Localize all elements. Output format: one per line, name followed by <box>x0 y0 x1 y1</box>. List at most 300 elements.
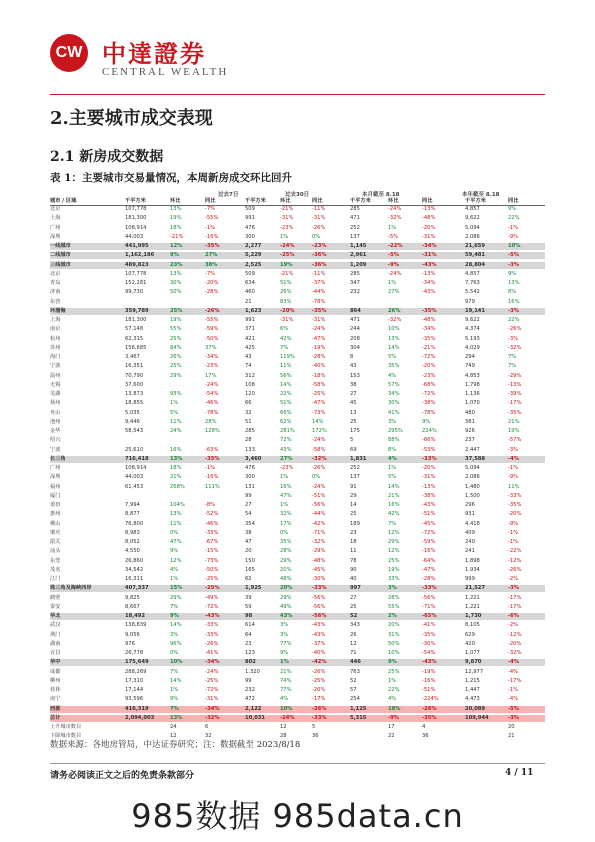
table-cell: 13,873 <box>125 391 144 397</box>
table-cell: 4,374 <box>465 326 480 333</box>
table-cell: 29% <box>170 372 182 379</box>
table-cell: -56% <box>422 594 436 601</box>
table-cell: 5,094 <box>465 224 480 231</box>
subsection-title: 2.1 新房成交数据 <box>50 149 164 165</box>
table-cell: 16% <box>388 502 400 508</box>
table-cell: -1% <box>508 539 519 545</box>
table-cell: 8% <box>388 446 397 453</box>
table-cell: -26% <box>205 640 219 647</box>
table-cell: 28 <box>245 437 252 444</box>
table-cell: 7% <box>388 520 397 527</box>
table-cell: -25% <box>205 585 220 592</box>
table-cell: -40% <box>312 363 326 370</box>
table-cell: 13% <box>388 335 400 342</box>
table-cell: 96% <box>170 640 182 647</box>
table-cell: 9,870 <box>465 659 482 666</box>
table-row <box>50 243 545 250</box>
table-cell: -2% <box>508 622 519 629</box>
table-cell: 9% <box>422 418 431 425</box>
table-cell: 东营 <box>50 298 61 305</box>
table-cell: 26 <box>350 631 357 638</box>
table-cell: 26% <box>170 354 182 360</box>
table-cell: 99 <box>245 677 252 684</box>
table-cell: 294 <box>465 354 475 360</box>
table-cell: 74% <box>280 677 292 684</box>
table-cell: 13% <box>170 270 182 277</box>
table-cell: 50% <box>170 289 182 296</box>
table-cell: 137 <box>350 474 360 481</box>
table-cell: -20% <box>508 511 522 518</box>
table-cell: 2,525 <box>245 261 262 268</box>
table-cell: 珠三角及海峡西岸 <box>50 585 92 592</box>
table-cell: 12,977 <box>465 668 484 675</box>
table-cell: -71% <box>422 603 436 610</box>
table-cell: 138,839 <box>125 622 147 629</box>
table-cell: -35% <box>422 631 436 638</box>
table-cell: 福州 <box>50 483 61 490</box>
table-cell: -18% <box>312 372 326 379</box>
table-cell: 38 <box>350 381 357 388</box>
table-cell: 2,086 <box>465 233 480 240</box>
table-cell: 84% <box>170 344 182 351</box>
table-cell: -31% <box>205 696 219 703</box>
table-cell: -17% <box>508 677 522 684</box>
table-header-row <box>50 198 545 206</box>
table-cell: 5,229 <box>245 252 262 259</box>
table-cell: 241 <box>465 548 475 555</box>
table-cell: -9% <box>388 714 399 721</box>
table-cell: 深圳 <box>50 474 61 481</box>
table-row <box>50 521 545 528</box>
table-cell: -20% <box>205 280 219 286</box>
table-cell: 285 <box>245 428 255 434</box>
table-cell: 宜昌 <box>50 650 61 656</box>
table-cell: 152,281 <box>125 280 147 286</box>
table-cell: 9,056 <box>125 631 140 638</box>
table-cell: -30% <box>312 576 326 582</box>
table-cell: 1,831 <box>350 455 367 462</box>
table-cell: -33% <box>312 714 327 721</box>
table-cell: -38% <box>422 492 436 499</box>
table-cell: -32% <box>388 215 402 222</box>
table-cell: -28% <box>312 354 326 360</box>
page-header <box>0 0 595 95</box>
table-row <box>50 678 545 685</box>
table-cell: 77% <box>280 687 292 693</box>
table-cell: 354 <box>245 520 255 527</box>
table-cell: 茂名 <box>50 566 61 573</box>
table-cell: 9% <box>170 613 179 619</box>
table-cell: 一线城市 <box>50 243 71 249</box>
table-cell: -45% <box>422 520 436 527</box>
table-row <box>50 354 545 361</box>
table-cell: 14% <box>312 418 324 425</box>
table-cell: 1,500 <box>465 492 480 499</box>
table-cell: 25 <box>350 418 357 425</box>
table-cell: -26% <box>508 326 522 333</box>
table-cell: 南京 <box>50 326 61 333</box>
table-row <box>50 558 545 565</box>
table-cell: -20% <box>312 687 326 693</box>
table-cell: -50% <box>205 566 219 573</box>
table-cell: 1,480 <box>465 483 480 490</box>
table-cell: 佛山 <box>50 520 61 527</box>
table-cell: -34% <box>205 659 220 666</box>
table-row <box>50 308 545 315</box>
table-cell: -33% <box>205 622 219 629</box>
table-cell: 4,473 <box>465 696 480 703</box>
table-cell: -23% <box>205 363 219 370</box>
table-cell: 4% <box>388 372 397 379</box>
table-cell: 634 <box>245 280 255 286</box>
table-cell: 51 <box>245 418 252 425</box>
table-cell: 泰安 <box>50 603 61 610</box>
table-cell: -3% <box>508 446 519 453</box>
page-number: 4 / 11 <box>505 768 534 778</box>
table-cell: 9% <box>170 696 179 703</box>
table-cell: 30% <box>170 280 182 286</box>
table-cell: -71% <box>312 529 326 536</box>
table-cell: 肇庆 <box>50 529 61 536</box>
table-cell: 3% <box>170 631 179 638</box>
table-cell: 苏州 <box>50 344 61 351</box>
table-cell: -38% <box>422 400 436 407</box>
table-cell: -51% <box>422 687 436 693</box>
table-cell: 21 <box>508 733 515 740</box>
table-cell: 47 <box>245 539 252 545</box>
table-cell: -4% <box>508 668 519 675</box>
table-cell: 18,855 <box>125 400 144 407</box>
table-cell: 285 <box>350 270 360 277</box>
column-header: 城市 / 区域 <box>50 198 77 204</box>
table-cell: 10% <box>170 659 183 666</box>
table-cell: 5,542 <box>465 289 480 296</box>
table-cell: 34% <box>388 391 400 397</box>
table-cell: -41% <box>205 650 219 656</box>
table-cell: 20% <box>388 622 400 629</box>
table-cell: 8,983 <box>125 529 140 536</box>
table-cell: 128% <box>205 428 220 434</box>
table-cell: 254 <box>350 696 360 703</box>
table-cell: -21% <box>170 233 184 240</box>
table-cell: 57 <box>350 687 357 693</box>
table-cell: 244 <box>350 326 360 333</box>
table-cell: -32% <box>508 344 522 351</box>
table-cell: 25% <box>170 335 182 342</box>
table-row <box>50 548 545 555</box>
table-cell: 32% <box>280 511 292 518</box>
table-cell: -2% <box>508 576 519 582</box>
table-cell: 153 <box>350 372 360 379</box>
table-cell: 181,300 <box>125 317 147 323</box>
table-cell: 12% <box>388 548 400 555</box>
table-cell: -48% <box>422 215 436 222</box>
table-cell: -23% <box>280 465 294 471</box>
table-cell: -47% <box>312 335 326 342</box>
table-cell: 2,094,003 <box>125 714 155 721</box>
table-cell: 123 <box>245 650 255 656</box>
table-cell: -4% <box>508 696 519 703</box>
table-cell: -43% <box>422 261 437 268</box>
table-cell: -24% <box>205 668 219 675</box>
table-cell: -20% <box>422 465 436 471</box>
table-cell: 44,003 <box>125 233 144 240</box>
table-cell: -35% <box>312 307 327 314</box>
column-header: 同比 <box>422 198 433 204</box>
table-cell: 43 <box>245 354 252 360</box>
table-cell: -12% <box>508 631 522 638</box>
table-cell: 471 <box>350 215 360 222</box>
table-cell: 997 <box>350 585 361 592</box>
table-cell: 韶关 <box>50 539 61 545</box>
table-cell: 35% <box>388 363 400 370</box>
table-row <box>50 225 545 232</box>
table-cell: 1,221 <box>465 603 480 610</box>
table-row <box>50 363 545 370</box>
table-cell: -19% <box>312 344 326 351</box>
table-cell: 5% <box>388 474 397 481</box>
table-row <box>50 474 545 481</box>
table-cell: 32 <box>245 409 252 416</box>
table-cell: 119% <box>280 354 295 360</box>
table-cell: 1,798 <box>465 381 480 388</box>
table-cell: 61,453 <box>125 483 144 490</box>
table-cell: 上升城市数目 <box>50 724 82 730</box>
table-cell: 232 <box>245 687 255 693</box>
table-row <box>50 659 545 666</box>
table-row <box>50 326 545 333</box>
table-cell: -73% <box>205 557 219 564</box>
table-cell: -43% <box>312 622 326 629</box>
table-cell: 21,527 <box>465 585 486 592</box>
table-cell: 1,934 <box>465 566 480 573</box>
table-cell: -33% <box>422 585 437 592</box>
table-cell: -55% <box>205 317 219 323</box>
table-cell: -49% <box>205 594 219 601</box>
table-row <box>50 706 545 713</box>
table-cell: -46% <box>205 520 219 527</box>
table-cell: 2,277 <box>245 243 262 249</box>
table-cell: -31% <box>422 252 437 259</box>
table-cell: 济南 <box>50 289 61 296</box>
table-cell: 476 <box>245 465 255 471</box>
table-cell: 1% <box>170 400 179 407</box>
table-cell: 21% <box>508 418 520 425</box>
table-cell: 10% <box>508 243 521 249</box>
table-cell: 62 <box>245 576 252 582</box>
table-cell: 27% <box>280 455 293 462</box>
table-cell: 1,136 <box>465 391 480 397</box>
table-cell: 0% <box>280 529 289 536</box>
table-cell: -5% <box>508 705 519 712</box>
table-cell: 19% <box>508 428 520 434</box>
column-header: 同比 <box>312 198 323 204</box>
table-cell: -16% <box>205 474 219 481</box>
table-cell: -57% <box>508 437 522 444</box>
table-cell: 11% <box>280 363 292 370</box>
table-cell: 9,446 <box>125 418 140 425</box>
table-cell: -37% <box>312 280 326 286</box>
table-cell: -44% <box>312 511 326 518</box>
table-cell: 1,070 <box>465 400 480 407</box>
table-cell: 三线城市 <box>50 261 71 268</box>
table-cell: -78% <box>205 409 219 416</box>
table-cell: 13% <box>508 280 520 286</box>
table-cell: -7% <box>205 206 216 212</box>
table-cell: 28% <box>280 548 292 555</box>
table-cell: 29 <box>350 492 357 499</box>
table-cell: 1,215 <box>465 677 480 684</box>
brand-logo-icon: CW <box>50 34 88 72</box>
table-cell: -20% <box>280 307 295 314</box>
table-row <box>50 456 545 463</box>
table-cell: -31% <box>422 474 436 481</box>
table-cell: 93% <box>170 391 182 397</box>
table-cell: 59,481 <box>465 252 486 259</box>
table-cell: 72% <box>280 437 292 444</box>
table-cell: -21% <box>280 270 294 277</box>
table-cell: 环渤海 <box>50 307 66 314</box>
table-cell: 93,596 <box>125 696 144 703</box>
table-cell: 金华 <box>50 428 61 434</box>
table-cell: 156,685 <box>125 344 147 351</box>
table-cell: -21% <box>422 344 436 351</box>
table-cell: -3% <box>508 335 519 342</box>
table-cell: 15% <box>170 585 183 592</box>
table-cell: 13% <box>170 714 183 721</box>
table-cell: 23 <box>245 640 252 647</box>
table-cell: 4% <box>388 455 397 462</box>
table-cell: -32% <box>312 455 327 462</box>
table-cell: 8 <box>350 354 354 360</box>
table-cell: 总计 <box>50 714 61 721</box>
table-cell: 976 <box>125 640 135 647</box>
table-cell: -26% <box>312 465 326 471</box>
table-cell: 广州 <box>50 465 61 471</box>
table-cell: 1% <box>280 474 289 481</box>
table-cell: 476 <box>245 224 255 231</box>
table-cell: 28,804 <box>465 261 486 268</box>
table-cell: 5% <box>388 354 397 360</box>
table-cell: 24 <box>170 724 177 730</box>
table-row <box>50 317 545 324</box>
table-cell: 931 <box>465 511 475 518</box>
table-cell: 东莞 <box>50 557 61 564</box>
table-cell: 41% <box>388 409 400 416</box>
table-cell: -51% <box>422 511 436 518</box>
table-cell: 池州 <box>50 418 61 425</box>
table-cell: 98 <box>245 613 253 619</box>
table-cell: 26,778 <box>125 650 144 656</box>
table-cell: -48% <box>312 557 326 564</box>
table-row <box>50 493 545 500</box>
table-cell: -25% <box>312 391 326 397</box>
table-cell: -58% <box>312 446 326 453</box>
table-cell: -25% <box>312 677 326 684</box>
table-cell: -26% <box>508 566 522 573</box>
table-cell: -52% <box>205 511 219 518</box>
table-cell: 4% <box>170 566 179 573</box>
table-cell: 8% <box>508 289 517 296</box>
table-cell: -33% <box>312 585 327 592</box>
table-cell: 22% <box>508 317 520 323</box>
table-cell: 5,035 <box>125 409 140 416</box>
table-cell: 78 <box>350 557 357 564</box>
table-cell: 43 <box>350 363 357 370</box>
table-cell: 104% <box>170 502 185 508</box>
table-cell: -25% <box>205 677 219 684</box>
table-row <box>50 234 545 241</box>
table-cell: -31% <box>422 233 436 240</box>
table-cell: 广州 <box>50 224 61 231</box>
table-cell: 224% <box>422 428 437 434</box>
table-cell: 青岛 <box>50 280 61 286</box>
table-cell: 9,825 <box>125 594 140 601</box>
table-cell: 304 <box>350 344 360 351</box>
table-cell: 12 <box>280 724 287 730</box>
table-cell: -20% <box>422 363 436 370</box>
table-cell: 99 <box>245 492 252 499</box>
table-cell: 49% <box>280 603 292 610</box>
table-cell: 39 <box>245 594 252 601</box>
table-cell: 44,003 <box>125 474 144 481</box>
table-cell: 175 <box>350 428 360 434</box>
table-cell: -55% <box>205 215 219 222</box>
table-cell: 西部 <box>50 705 61 712</box>
table-cell: 7% <box>170 705 179 712</box>
table-cell: 29% <box>280 557 292 564</box>
table-cell: 7% <box>280 344 289 351</box>
table-cell: 19% <box>280 261 293 268</box>
table-cell: 9% <box>508 206 517 212</box>
table-cell: -25% <box>280 252 295 259</box>
table-cell: -56% <box>312 502 326 508</box>
table-row <box>50 206 545 213</box>
table-cell: 23 <box>350 529 357 536</box>
table-row <box>50 511 545 518</box>
table-row <box>50 539 545 546</box>
table-cell: -9% <box>508 520 519 527</box>
table-cell: 17,144 <box>125 687 144 693</box>
table-cell: 240 <box>465 539 475 545</box>
column-header: 同比 <box>508 198 519 204</box>
table-cell: 480 <box>465 409 475 416</box>
table-cell: -56% <box>312 603 326 610</box>
table-cell: -34% <box>422 243 437 249</box>
table-cell: 17% <box>205 372 217 379</box>
table-cell: 472 <box>245 696 255 703</box>
table-cell: 31% <box>388 631 400 638</box>
table-cell: 北京 <box>50 206 61 212</box>
table-row <box>50 262 545 269</box>
table-cell: 荆门 <box>50 631 61 638</box>
table-cell: -13% <box>422 206 436 212</box>
table-cell: 5,094 <box>465 465 480 471</box>
table-cell: 111% <box>205 483 220 490</box>
table-cell: -17% <box>508 603 522 610</box>
table-cell: -9% <box>508 474 519 481</box>
table-cell: 47% <box>170 539 182 545</box>
table-cell: 371 <box>245 326 255 333</box>
table-cell: -3% <box>508 714 519 721</box>
table-cell: 7% <box>508 363 517 370</box>
table-cell: -23% <box>422 372 436 379</box>
table-cell: 70,790 <box>125 372 144 379</box>
table-cell: -42% <box>312 659 327 666</box>
table-cell: 二线城市 <box>50 252 71 259</box>
table-cell: 芜湖 <box>50 391 61 397</box>
table-cell: -16% <box>422 677 436 684</box>
